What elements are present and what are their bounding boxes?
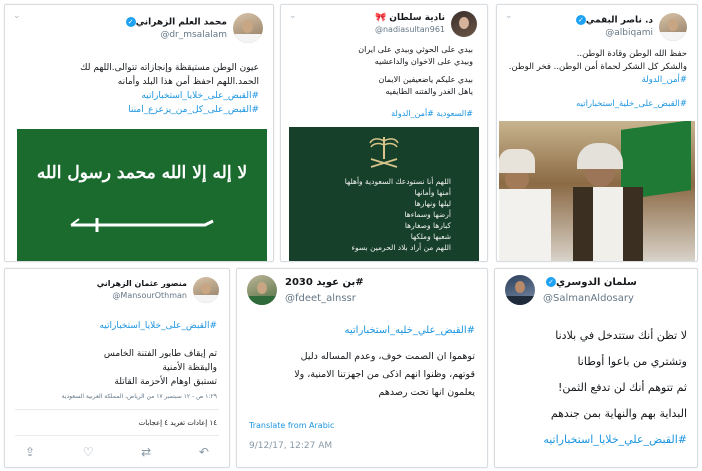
tweet-text-line: الحمد.اللهم احفظ أمن هذا البلد وأمانه	[117, 77, 259, 87]
translate-link[interactable]: Translate from Arabic	[249, 421, 335, 430]
tweet-timestamp: 9/12/17, 12:27 AM	[249, 441, 333, 451]
tweet-text-line: تم إيقاف طابور الفتنة الخامس	[103, 349, 217, 359]
tweet-text-line: لا تظن أنك ستتدخل في بلادنا	[555, 329, 687, 342]
tweet-engagement-stats: ١٤ إعادات تغريد ٤ إعجابات	[138, 419, 217, 427]
tweet-card-nadiasultan[interactable]	[280, 4, 488, 262]
avatar[interactable]	[451, 11, 477, 37]
image-caption-line: اللهم من أراد بلاد الحرمين بسوء	[351, 243, 451, 252]
tweet-text-line: وتشتري من باعوا أوطانا	[577, 355, 687, 368]
chevron-down-icon[interactable]: ⌄	[13, 11, 21, 21]
user-display-name[interactable]: محمد العلم الزهراني✓	[123, 17, 227, 28]
tweet-text-line: ثم تتوهم أنك لن تدفع الثمن!	[558, 381, 687, 394]
hashtag-link[interactable]: #القبض_علي_خليه_استخباراتيه	[344, 325, 475, 336]
flag-shahada-text: لا إله إلا الله محمد رسول الله	[36, 163, 248, 183]
hashtag-link[interactable]: #القبض_على_خلية_استخباراتيه	[576, 99, 687, 109]
hashtag-link[interactable]: #القبض_على_خلايا_استخباراتيه	[99, 321, 217, 331]
user-handle[interactable]: @SalmanAldosary	[543, 293, 634, 304]
avatar[interactable]	[659, 13, 687, 41]
user-display-name[interactable]: بن عويد 2030#	[285, 277, 364, 288]
chevron-down-icon[interactable]: ⌄	[289, 11, 297, 21]
avatar[interactable]	[247, 275, 277, 305]
verified-badge-icon: ✓	[576, 15, 586, 25]
sword-icon	[67, 213, 217, 235]
verified-badge-icon: ✓	[546, 277, 556, 287]
tweet-text-line: تستبق اوهام الأحزمة القاتلة	[114, 377, 217, 387]
tweet-text-line: واليقظة الأمنية	[162, 363, 217, 373]
tweet-card-mansourothman[interactable]	[4, 268, 230, 468]
tweet-text-line: بيدي على الحوثي وبيدي على ايران	[358, 45, 473, 54]
hashtag-link[interactable]: #أمن_الدولة	[641, 75, 687, 85]
image-caption-line: أرضها وسماءها	[404, 210, 451, 219]
tweet-text-line: ياهل الغدر والفتنه الطايفيه	[385, 87, 473, 96]
user-handle[interactable]: @dr_msalalam	[160, 30, 227, 40]
tweet-text-line: قوتهم، وظنوا انهم اذكى من اجهزتنا الامنية، ولا	[294, 369, 475, 380]
hashtag-link[interactable]: #السعودية #أمن_الدولة	[391, 109, 473, 118]
user-handle[interactable]: @MansourOthman	[112, 291, 187, 300]
tweet-text-line: وبيدي على الاخوان والداعشيه	[374, 57, 473, 66]
avatar[interactable]	[193, 277, 219, 303]
image-caption-line: أمنها وأمانها	[414, 188, 451, 197]
like-heart-icon[interactable]: ♡	[82, 445, 94, 459]
hashtag-link[interactable]: #القبض_على_كل_من_يزعزع_امننا	[128, 105, 259, 115]
hashtag-link[interactable]: #القبض_علي_خلايا_استخباراتيه	[543, 433, 687, 446]
user-display-name[interactable]: د. ناصر البقمي✓	[573, 15, 653, 26]
chevron-down-icon[interactable]: ⌄	[505, 11, 513, 21]
tweet-photo[interactable]	[499, 121, 695, 261]
user-handle[interactable]: @fdeet_alnssr	[285, 293, 356, 304]
tweet-text-line: بيدي عليكم ياضعيفين الايمان	[378, 75, 473, 84]
tweet-card-salmanaldosary[interactable]	[494, 268, 698, 468]
user-handle[interactable]: @albiqami	[605, 28, 653, 38]
user-display-name[interactable]: منصور عثمان الزهراني	[96, 279, 187, 288]
tweet-card-fdeet-alnssr[interactable]	[236, 268, 488, 468]
user-display-name[interactable]: نادية سلطان 🎀	[374, 13, 445, 23]
palm-swords-emblem-icon	[367, 133, 401, 173]
share-icon[interactable]: ⇪	[25, 445, 36, 459]
image-caption-line: شعبها وملكها	[410, 232, 451, 241]
tweet-text-line: البداية بهم والنهاية بمن جندهم	[550, 407, 687, 420]
image-caption-line: كبارها وصغارها	[404, 221, 451, 230]
user-display-name[interactable]: سلمان الدوسري✓	[543, 277, 637, 288]
tweet-card-albiqami[interactable]	[496, 4, 698, 262]
retweet-icon[interactable]: ⇄	[141, 445, 152, 459]
tweet-card-dr-msalalam[interactable]	[4, 4, 274, 262]
tweet-text-line: يعلمون انها تحت رصدهم	[378, 387, 475, 398]
tweet-text-line: عيون الوطن مستيقظة وإنجازاته تتوالى.اللهم لك	[80, 63, 259, 73]
tweet-text-line: توهموا ان الصمت خوف، وعدم المساله دليل	[300, 351, 475, 362]
image-caption-line: اللهم أنا نستودعك السعودية وأهلها	[344, 177, 451, 186]
verified-badge-icon: ✓	[126, 17, 136, 27]
user-handle[interactable]: @nadiasultan961	[374, 25, 445, 34]
hashtag-link[interactable]: #القبض_على_خلايا_استخباراتيه	[141, 91, 259, 101]
tweet-text-line: والشكر كل الشكر لحماة أمن الوطن.. فخر الوطن.	[508, 62, 687, 72]
avatar[interactable]	[233, 13, 263, 43]
saudi-flag-image[interactable]	[17, 129, 267, 261]
image-caption-line: ليلها ونهارها	[414, 199, 451, 208]
reply-icon[interactable]: ↶	[198, 445, 209, 459]
tweet-timestamp-location: ١:٢٩ ص - ١٢ سبتمبر ١٧ من الرياض، المملكة العربية السعودية	[61, 393, 217, 400]
avatar[interactable]	[505, 275, 535, 305]
tweet-photo[interactable]	[289, 127, 479, 261]
tweet-text-line: حفظ الله الوطن وقادة الوطن..	[576, 49, 687, 59]
